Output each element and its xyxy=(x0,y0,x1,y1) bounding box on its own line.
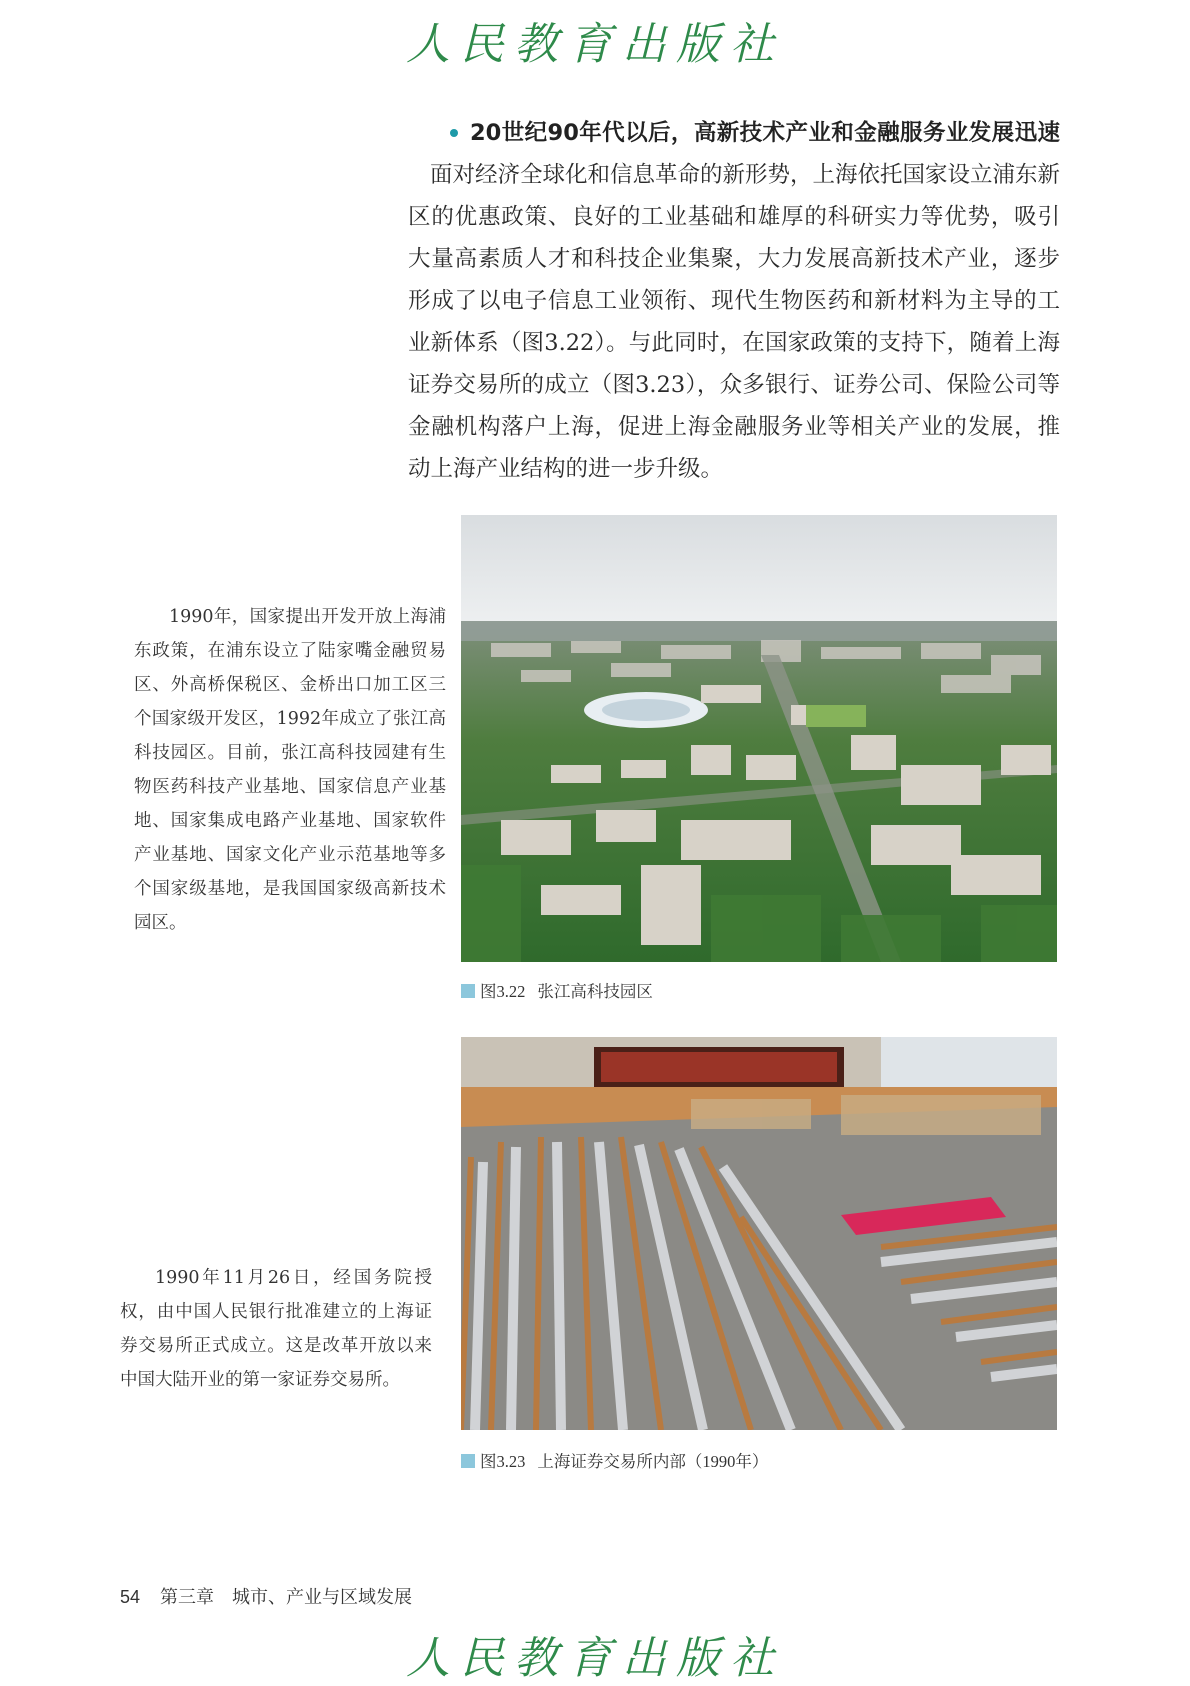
figure-number: 图3.22 xyxy=(480,982,526,1001)
stock-exchange-photo xyxy=(461,1037,1057,1430)
publisher-watermark-top: 人民教育出版社 xyxy=(406,20,784,69)
zhangjiang-park-photo xyxy=(461,515,1057,962)
section-body: 面对经济全球化和信息革命的新形势，上海依托国家设立浦东新区的优惠政策、良好的工业基础和雄厚的科研实力等优势，吸引大量高素质人才和科技企业集聚，大力发展高新技术产业，逐步形成了以电子信息工业领衔、现代生物医药和新材料为主导的工业新体系（图3.22）。与此同时，在国家政策的支持下，随着上海证券交易所的成立（图3.23），众多银行、证券公司、保险公司等金融机构落户上海，促进上海金融服务业等相关产业的发展，推动上海产业结构的进一步升级。 xyxy=(408,162,1061,482)
bullet-icon xyxy=(450,129,458,137)
section-heading: 20世纪90年代以后，高新技术产业和金融服务业发展迅速 xyxy=(470,120,1060,146)
page-number: 54 xyxy=(120,1587,141,1607)
figure-title: 张江高科技园区 xyxy=(537,982,653,1001)
chapter-title: 第三章 城市、产业与区域发展 xyxy=(160,1587,413,1607)
caption-marker-icon xyxy=(461,1454,475,1468)
figure-caption-3-22 xyxy=(461,978,653,1002)
side-note-zhangjiang: 1990年，国家提出开发开放上海浦东政策，在浦东设立了陆家嘴金融贸易区、外高桥保税区、金桥出口加工区三个国家级开发区，1992年成立了张江高科技园区。目前，张江高科技园建有生物医药科技产业基地、国家信息产业基地、国家集成电路产业基地、国家软件产业基地、国家文化产业示范基地等多个国家级基地，是我国国家级高新技术园区。 xyxy=(134,607,446,933)
figure-number: 图3.23 xyxy=(480,1452,526,1471)
figure-caption-3-23 xyxy=(461,1448,768,1472)
caption-marker-icon xyxy=(461,984,475,998)
publisher-watermark-bottom: 人民教育出版社 xyxy=(406,1634,784,1683)
figure-title: 上海证券交易所内部（1990年） xyxy=(537,1452,769,1471)
page-footer xyxy=(120,1583,412,1609)
side-note-exchange: 1990年11月26日，经国务院授权，由中国人民银行批准建立的上海证券交易所正式成立。这是改革开放以来中国大陆开业的第一家证券交易所。 xyxy=(120,1268,432,1390)
section-paragraph xyxy=(408,112,1060,490)
